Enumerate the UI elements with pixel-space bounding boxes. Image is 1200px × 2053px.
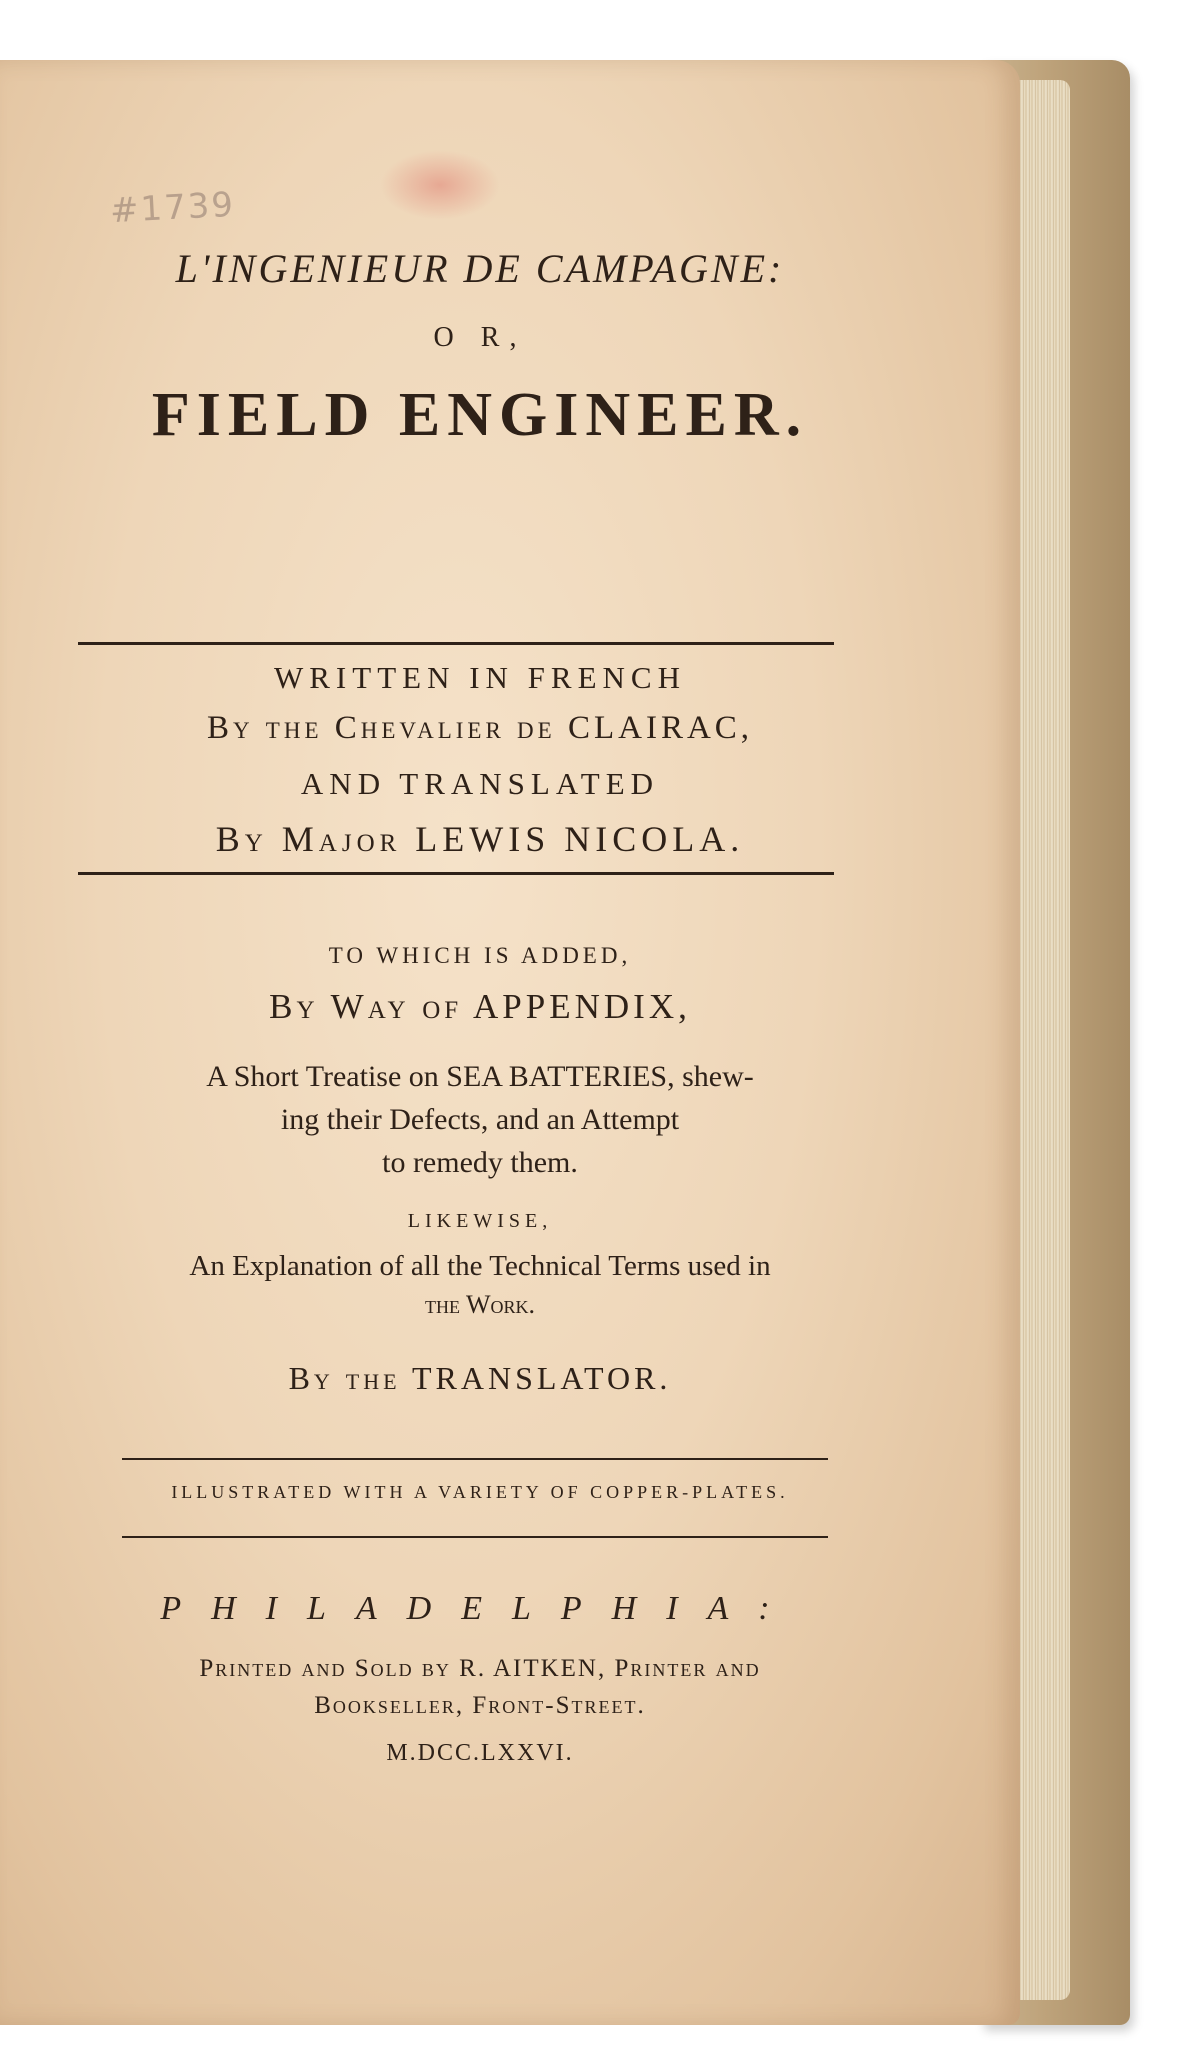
divider-rule-2	[78, 872, 834, 875]
or-line: O R,	[433, 322, 527, 353]
written-line: WRITTEN IN FRENCH	[274, 660, 686, 695]
main-title: L'INGENIEUR DE CAMPAGNE:	[175, 246, 785, 291]
divider-rule-3	[122, 1458, 828, 1460]
printed-line-1: Printed and Sold by R. AITKEN, Printer and	[199, 1655, 761, 1682]
title-page	[0, 60, 1020, 2025]
major-line: By Major LEWIS NICOLA.	[215, 819, 745, 859]
explanation-line-2: the Work.	[424, 1290, 536, 1319]
chevalier-line: By the Chevalier de CLAIRAC,	[206, 710, 754, 746]
subtitle: FIELD ENGINEER.	[151, 381, 809, 449]
explanation-line-1: An Explanation of all the Technical Terms used in	[189, 1250, 771, 1282]
year-line: M.DCC.LXXVI.	[386, 1740, 574, 1766]
treatise-line-1: A Short Treatise on SEA BATTERIES, shew-	[206, 1060, 754, 1093]
treatise-line-3: to remedy them.	[382, 1146, 578, 1179]
printed-line-2: Bookseller, Front-Street.	[314, 1692, 646, 1719]
city-line: PHILADELPHIA:	[160, 1590, 800, 1627]
illustrated-line: ILLUSTRATED WITH A VARIETY OF COPPER-PLATES.	[171, 1482, 789, 1502]
translated-line: AND TRANSLATED	[300, 766, 660, 801]
to-which-line: TO WHICH IS ADDED,	[328, 943, 632, 968]
likewise-line: LIKEWISE,	[407, 1210, 553, 1232]
divider-rule-4	[122, 1536, 828, 1538]
divider-rule-1	[78, 642, 834, 645]
appendix-line: By Way of APPENDIX,	[269, 987, 691, 1026]
translator-line: By the TRANSLATOR.	[288, 1360, 672, 1396]
pencil-inscription: #1739	[109, 184, 236, 232]
treatise-line-2: ing their Defects, and an Attempt	[280, 1103, 680, 1136]
red-stain	[380, 150, 500, 220]
